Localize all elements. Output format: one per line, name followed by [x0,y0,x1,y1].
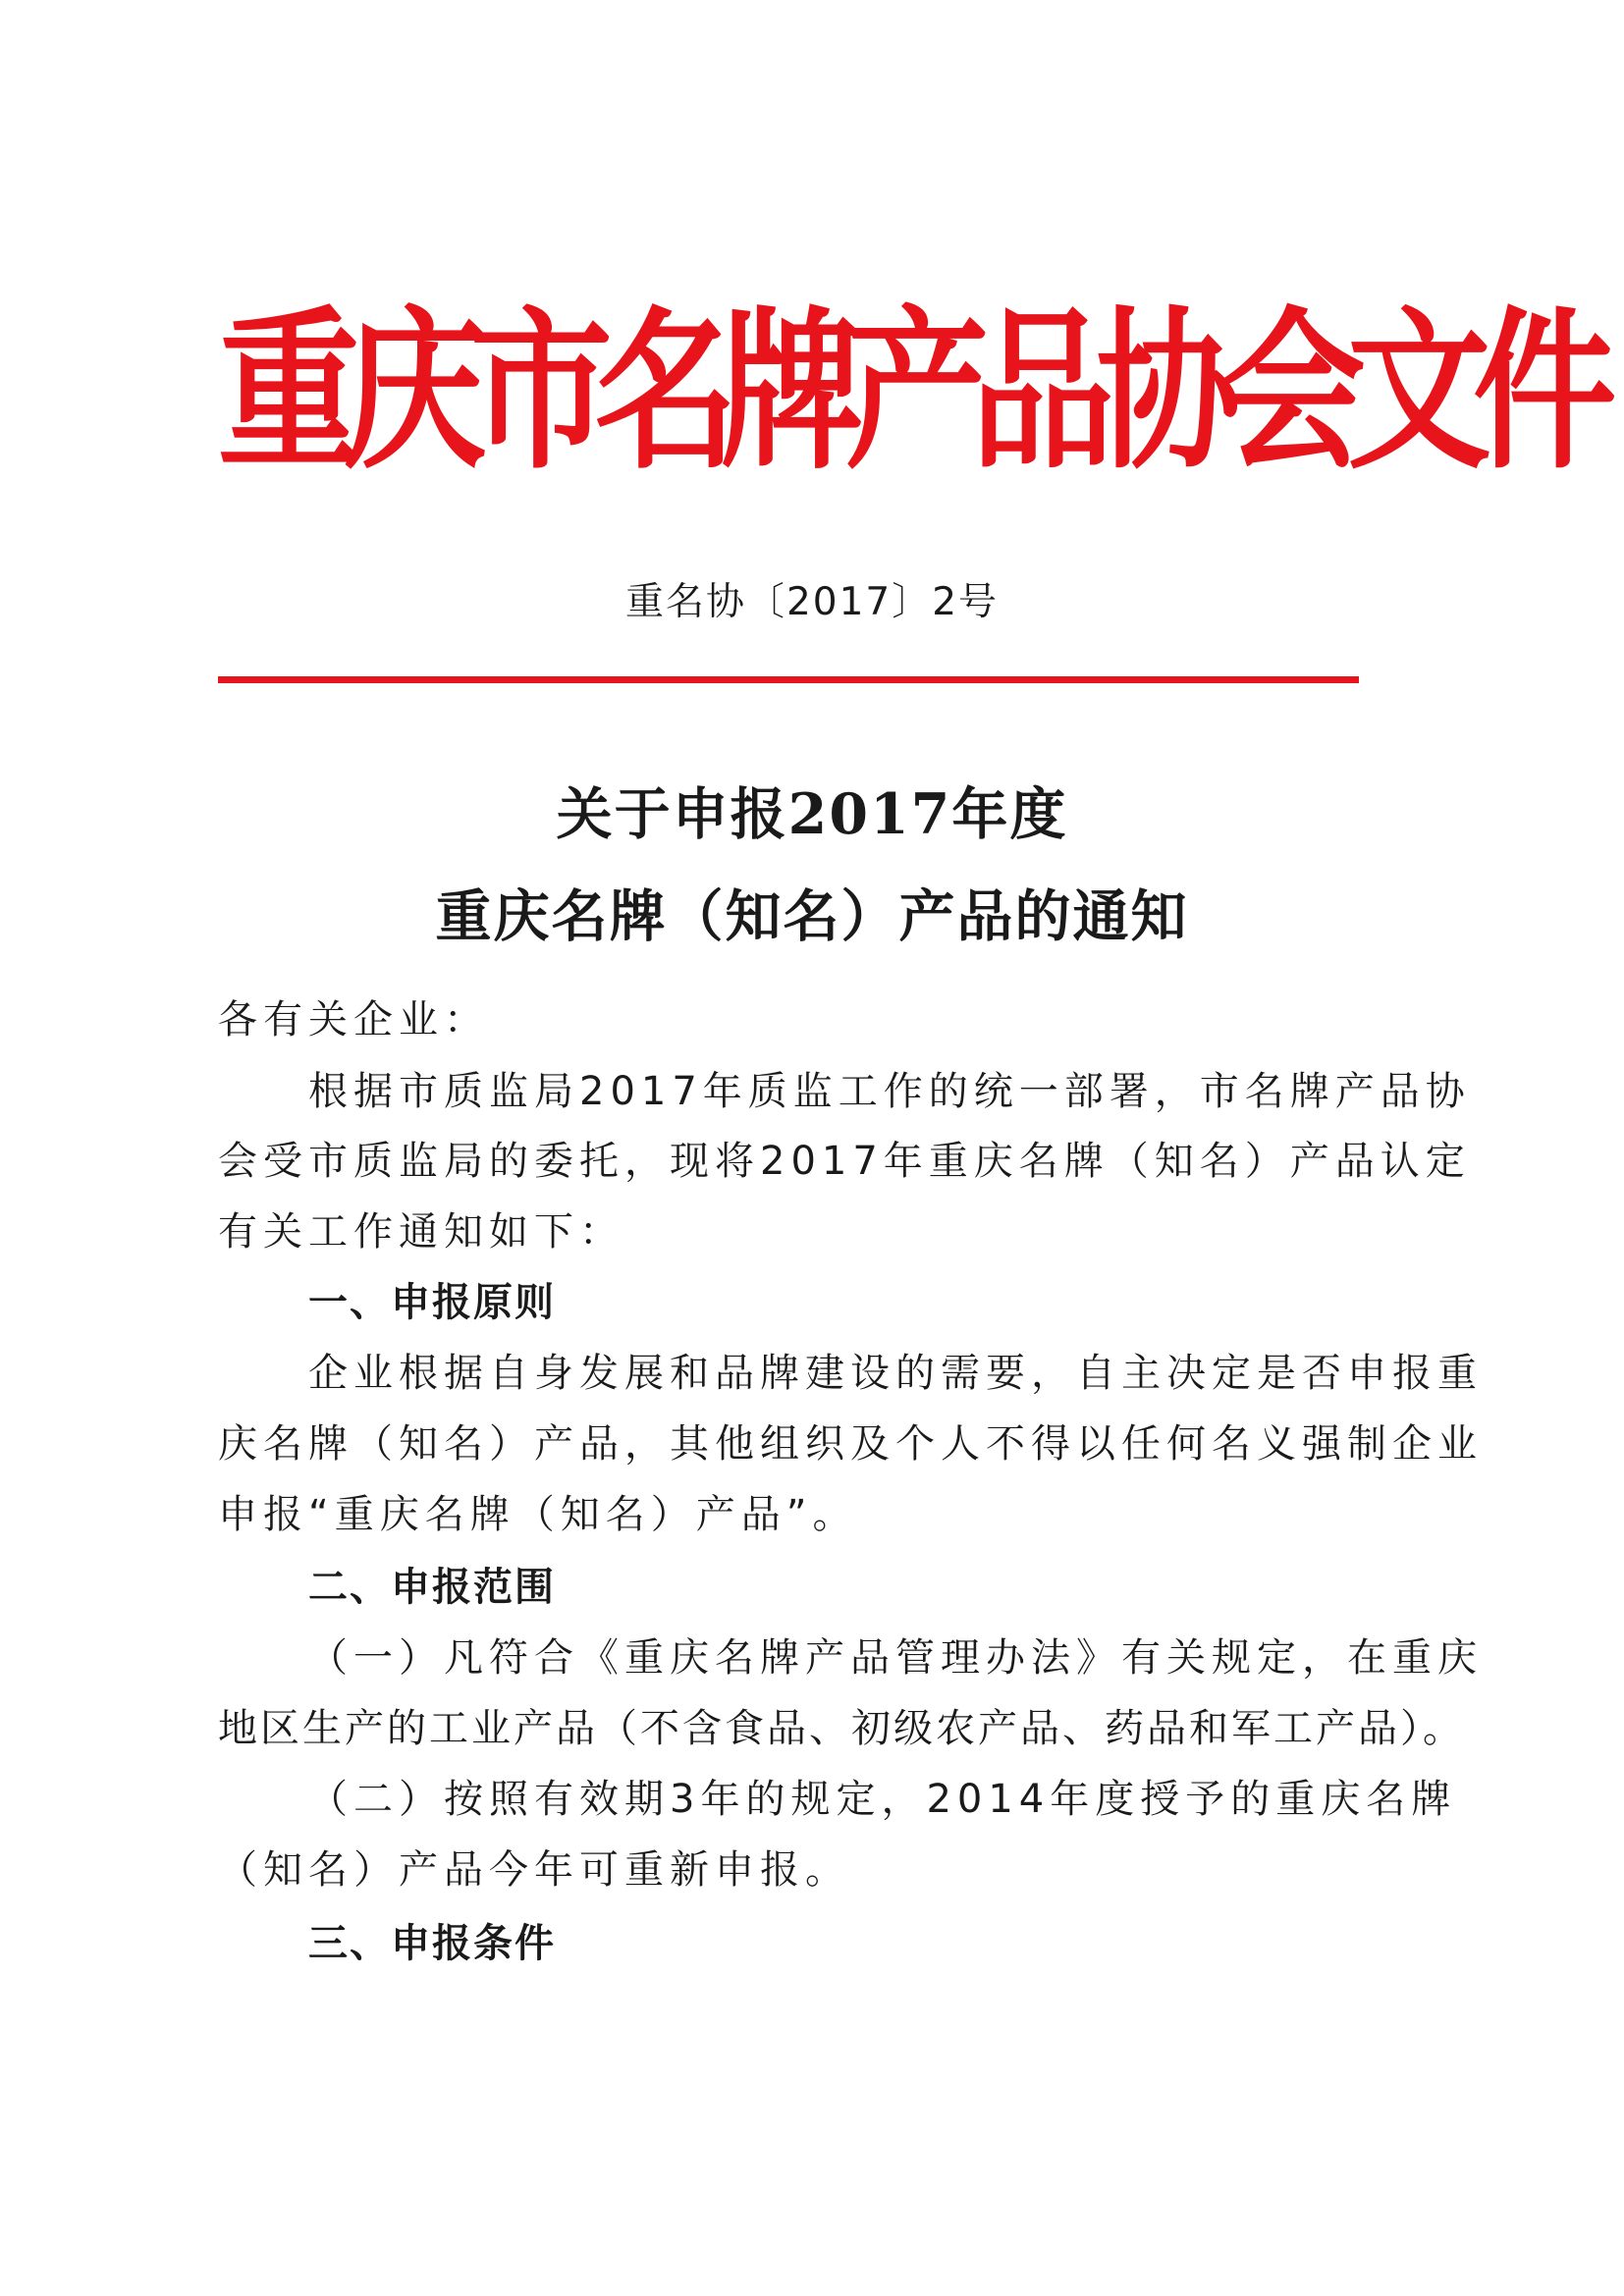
section-heading-conditions: 三、申报条件 [308,1921,556,1966]
section-heading-principles: 一、申报原则 [308,1280,556,1325]
section2-item2-line-1: （二）按照有效期3年的规定，2014年度授予的重庆名牌 [308,1777,1457,1822]
section2-item2-line-2: （知名）产品今年可重新申报。 [218,1847,850,1893]
salutation: 各有关企业： [218,997,489,1042]
intro-line-2: 会受市质监局的委托，现将2017年重庆名牌（知名）产品认定 [218,1139,1471,1184]
section2-item1-line-2: 地区生产的工业产品（不含食品、初级农产品、药品和军工产品）。 [218,1706,1465,1751]
section1-line-1: 企业根据自身发展和品牌建设的需要，自主决定是否申报重 [308,1351,1483,1396]
red-divider [218,676,1359,683]
section1-line-3: 申报“重庆名牌（知名）产品”。 [218,1492,858,1537]
section-heading-scope: 二、申报范围 [308,1565,556,1610]
org-header-title: 重庆市名牌产品协会文件 [218,292,1599,493]
document-number: 重名协〔2017〕2号 [624,580,1000,624]
intro-line-3: 有关工作通知如下： [218,1209,624,1255]
notice-title-line2: 重庆名牌（知名）产品的通知 [435,883,1189,949]
intro-line-1: 根据市质监局2017年质监工作的统一部署，市名牌产品协 [308,1069,1471,1114]
section1-line-2: 庆名牌（知名）产品，其他组织及个人不得以任何名义强制企业 [218,1421,1483,1467]
section2-item1-line-1: （一）凡符合《重庆名牌产品管理办法》有关规定，在重庆 [308,1635,1483,1681]
notice-title-line1: 关于申报2017年度 [556,781,1068,847]
